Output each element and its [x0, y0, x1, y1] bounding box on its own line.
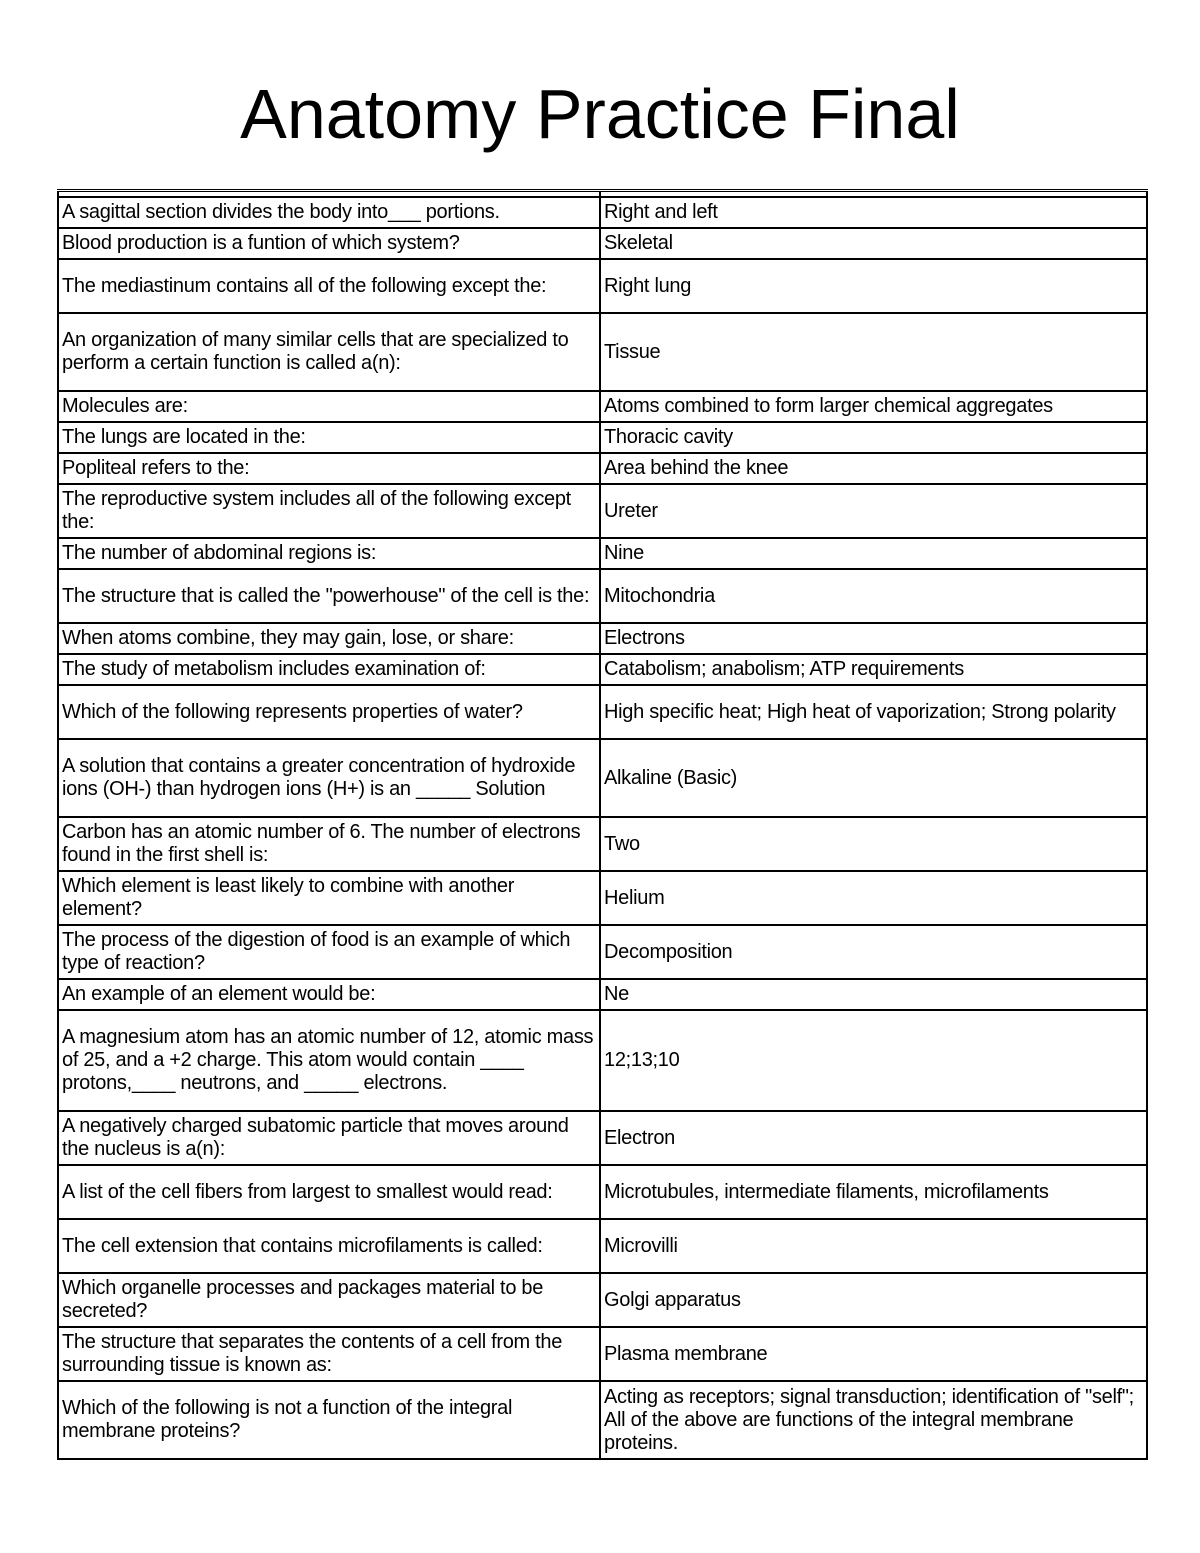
question-cell: Molecules are:: [58, 391, 600, 422]
question-cell: An organization of many similar cells that are specialized to perform a certain function is called a(n):: [58, 313, 600, 391]
question-cell: A list of the cell fibers from largest to smallest would read:: [58, 1165, 600, 1219]
answer-cell: Mitochondria: [600, 569, 1147, 623]
table-row: [58, 538, 1147, 569]
answer-cell: Ne: [600, 979, 1147, 1010]
answer-cell: Acting as receptors; signal transduction; identification of "self"; All of the above are functions of the integral membrane proteins.: [600, 1381, 1147, 1459]
answer-cell: Nine: [600, 538, 1147, 569]
table-row: [58, 228, 1147, 259]
table-row: [58, 1165, 1147, 1219]
question-cell: Blood production is a funtion of which system?: [58, 228, 600, 259]
answer-cell: Microvilli: [600, 1219, 1147, 1273]
table-row: [58, 1381, 1147, 1459]
question-cell: The lungs are located in the:: [58, 422, 600, 453]
answer-cell: 12;13;10: [600, 1010, 1147, 1111]
answer-cell: Tissue: [600, 313, 1147, 391]
question-cell: Which of the following represents properties of water?: [58, 685, 600, 739]
table-row: [58, 391, 1147, 422]
answer-cell: Two: [600, 817, 1147, 871]
question-cell: The cell extension that contains microfilaments is called:: [58, 1219, 600, 1273]
question-cell: The study of metabolism includes examination of:: [58, 654, 600, 685]
answer-cell: Thoracic cavity: [600, 422, 1147, 453]
question-cell: An example of an element would be:: [58, 979, 600, 1010]
table-row: [58, 871, 1147, 925]
table-row: [58, 925, 1147, 979]
answer-cell: Electron: [600, 1111, 1147, 1165]
table-row: [58, 1219, 1147, 1273]
question-cell: The number of abdominal regions is:: [58, 538, 600, 569]
question-cell: Which element is least likely to combine with another element?: [58, 871, 600, 925]
question-cell: When atoms combine, they may gain, lose, or share:: [58, 623, 600, 654]
answer-cell: Area behind the knee: [600, 453, 1147, 484]
answer-cell: Skeletal: [600, 228, 1147, 259]
table-row: [58, 654, 1147, 685]
answer-cell: Alkaline (Basic): [600, 739, 1147, 817]
answer-cell: Plasma membrane: [600, 1327, 1147, 1381]
qa-table: [57, 189, 1148, 1460]
question-cell: A magnesium atom has an atomic number of 12, atomic mass of 25, and a +2 charge. This atom would contain ____ protons,____ neutrons, and _____ electrons.: [58, 1010, 600, 1111]
qa-table-wrapper: [57, 189, 1146, 1460]
question-cell: Popliteal refers to the:: [58, 453, 600, 484]
table-row: [58, 623, 1147, 654]
table-row: [58, 422, 1147, 453]
answer-cell: Helium: [600, 871, 1147, 925]
table-row: [58, 1327, 1147, 1381]
answer-cell: Catabolism; anabolism; ATP requirements: [600, 654, 1147, 685]
table-row: [58, 313, 1147, 391]
answer-cell: Right and left: [600, 197, 1147, 228]
answer-cell: Right lung: [600, 259, 1147, 313]
table-row: [58, 685, 1147, 739]
table-row: [58, 817, 1147, 871]
answer-cell: Ureter: [600, 484, 1147, 538]
answer-cell: Atoms combined to form larger chemical aggregates: [600, 391, 1147, 422]
page-title: Anatomy Practice Final: [240, 75, 960, 153]
question-cell: Carbon has an atomic number of 6. The number of electrons found in the first shell is:: [58, 817, 600, 871]
question-cell: The structure that is called the "powerhouse" of the cell is the:: [58, 569, 600, 623]
question-cell: The structure that separates the contents of a cell from the surrounding tissue is known as:: [58, 1327, 600, 1381]
table-row: [58, 739, 1147, 817]
answer-cell: Microtubules, intermediate filaments, microfilaments: [600, 1165, 1147, 1219]
table-row: [58, 979, 1147, 1010]
table-row: [58, 1010, 1147, 1111]
table-row: [58, 1111, 1147, 1165]
answer-cell: Golgi apparatus: [600, 1273, 1147, 1327]
table-row: [58, 197, 1147, 228]
table-row: [58, 259, 1147, 313]
question-cell: The process of the digestion of food is an example of which type of reaction?: [58, 925, 600, 979]
answer-cell: Electrons: [600, 623, 1147, 654]
question-cell: Which organelle processes and packages material to be secreted?: [58, 1273, 600, 1327]
table-row: [58, 1273, 1147, 1327]
question-cell: Which of the following is not a function of the integral membrane proteins?: [58, 1381, 600, 1459]
question-cell: The reproductive system includes all of the following except the:: [58, 484, 600, 538]
table-row: [58, 453, 1147, 484]
question-cell: The mediastinum contains all of the following except the:: [58, 259, 600, 313]
question-cell: A solution that contains a greater concentration of hydroxide ions (OH-) than hydrogen ions (H+) is an _____ Solution: [58, 739, 600, 817]
qa-table-body: [58, 191, 1147, 1460]
answer-cell: High specific heat; High heat of vaporization; Strong polarity: [600, 685, 1147, 739]
answer-cell: Decomposition: [600, 925, 1147, 979]
question-cell: A negatively charged subatomic particle that moves around the nucleus is a(n):: [58, 1111, 600, 1165]
table-row: [58, 484, 1147, 538]
question-cell: A sagittal section divides the body into___ portions.: [58, 197, 600, 228]
table-row: [58, 569, 1147, 623]
